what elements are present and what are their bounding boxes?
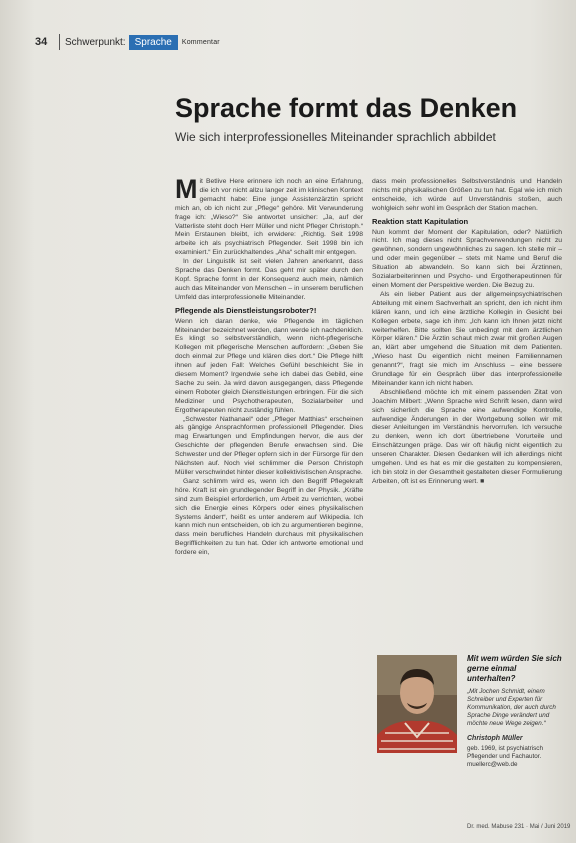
page-footer: Dr. med. Mabuse 231 · Mai / Juni 2019: [467, 824, 571, 830]
body-paragraph: [372, 389, 562, 487]
subsection-label: Kommentar: [181, 38, 220, 46]
closing-text: Abschließend möchte ich mit einem passenden Zitat von Joachim Milbert: „Wenn Sprache wird Schrift lesen, dann wird sich sicherlich die Sprache eine aufwendige Kontrolle, aufwendige Änderungen in der Wortgebung sollen wir mit dieser Anleitungen im Verständnis hervorrufen. Ich versuche zu denken, wenn ich dort übertriebene Vorurteile und Einschätzungen präge. Das wir oft häufig nicht eigentlich zu unseren Charakter. Diesen Gedanken will ich allerdings nicht umgehen. Und es hat es mir die gestalten zu kompensieren, ich bin stolz in der Gesamtheit gestalteten dieser Formulierung Arbeiten, oft ist es Erinnerung wert.: [372, 388, 562, 485]
end-mark: ■: [480, 477, 485, 485]
article-title: Sprache formt das Denken: [175, 93, 518, 123]
section-heading: Pflegende als Dienstleistungsroboter?!: [175, 305, 317, 315]
page-number: 34: [35, 36, 48, 48]
page-header: [35, 33, 220, 51]
section-label: Schwerpunkt:: [65, 36, 126, 48]
author-bio: geb. 1969, ist psychiatrisch Pflegender und Fachautor. muellerc@web.de: [467, 745, 543, 768]
article-subtitle: Wie sich interprofessionelles Miteinander sprachlich abbildet: [175, 130, 496, 144]
author-portrait-image: [377, 655, 457, 753]
header-divider: [59, 34, 60, 50]
body-paragraph: In der Linguistik ist seit vielen Jahren anerkannt, dass Sprache das Denken formt. Das geht mir später durch den Kopf. Sprache formt in der Konsequenz auch mein, nämlich auch das Miteinander von Menschen – in unserem beruflichen Umfeld das interprofessionelle Miteinander.: [175, 258, 363, 301]
topic-tag: Sprache: [129, 35, 178, 50]
author-name: Christoph Müller: [467, 735, 523, 742]
teaser-quote: „Mit Jochen Schmidt, einem Schreiber und Experten für Kommunikation, der auch durch Sprache Dinge verändert und möchte neue Wege zeigen.“: [467, 688, 556, 727]
section-heading: Reaktion statt Kapitulation: [372, 216, 469, 226]
article-column-right: [372, 178, 562, 643]
body-paragraph: Nun kommt der Moment der Kapitulation, oder? Natürlich nicht. Ich mag dieses nicht Sprachverwendungen nicht zu gewöhnen, sondern ungewöhnliches zu sagen. Ich stelle mir – und oder mein gegenüber – stets mit Name und Beruf die Situation ab abwandeln. So kann sich bei Ärztinnen, Sozialarbeiterinnen und Psycho- und Ergotherapeutinnen für einen Moment der Perspektive werden. Die Bezug zu.: [372, 228, 562, 289]
article-column-left: [175, 178, 363, 816]
body-paragraph: Als ein lieber Patient aus der allgemeinpsychiatrischen Abteilung mit einem Sachverhalt an spricht, den ich nicht ihm klären kann, und ich eine ärztliche Kollegin in Gesicht bei Kollegen erbete, sage ich ihm: „Ich kann ich Ihnen jetzt nicht weiterhelfen. Bitte sollten Sie unbedingt mit dem ärztlichen Körper klären.“ Die Ärztin schaut mich zwar mit großen Augen an, klärt aber umgehend die Situation mit dem Patienten. „Wieso hast Du eigentlich nicht meinen Familiennamen genannt?“, fragt sie mich im Anschluss – eine bessere Grundlage für ein Gespräch über das interprofessionelle Miteinander kann ich nicht haben.: [372, 290, 562, 387]
body-paragraph: dass mein professionelles Selbstverständnis und Handeln nichts mit physikalischen Größen zu tun hat. Egal wie ich mich entscheide, ich würde auf Unverständnis stoßen, auch wohlgleich sehr wohl im Gespräch der Station machen.: [372, 178, 562, 212]
author-photo: [377, 655, 457, 753]
body-paragraph: „Schwester Nathanael“ oder „Pfleger Matthias“ erscheinen als gängige Ansprachformen professionell Pflegender. Dies mag Erwartungen und Empfindungen hervor, die aus der Geschichte der pflegenden Berufe erwachsen sind. Die Schwester und der Pfleger opfern sich in der Fürsorge für den Nächsten auf. Noch viel schlimmer die Person Christoph Müller verschwindet hinter dieser kollektivistischen Ansprache.: [175, 415, 363, 476]
drop-cap: M: [175, 178, 198, 204]
body-paragraph: Ganz schlimm wird es, wenn ich den Begriff Pflegekraft höre. Kraft ist ein grundlegender Begriff in der Physik. „Kräfte sind zum Beispiel erforderlich, um Arbeit zu verrichten, wobei sich die Energie eines Körpers oder eines physikalischen Systems ändert“, heißt es unter anderem auf Wikipedia. Ich kann mich nun entscheiden, ob ich zu argumentieren beginne, dass mein berufliches Handeln durchaus mit physikalischen Begrifflichkeiten zu tun hat. Oder ich antworte emotional und fordere ein,: [175, 477, 363, 557]
teaser-question: Mit wem würden Sie sich gerne einmal unterhalten?: [467, 654, 562, 683]
intro-paragraph: [175, 178, 363, 258]
body-paragraph: Wenn ich daran denke, wie Pflegende im täglichen Miteinander bezeichnet werden, dann werde ich nachdenklich. Es klingt so selbstverständlich, wenn nicht-pflegerische Kollegen mit pflegerische Menschen auffordern: „Geben Sie doch einmal zur Pflege und klären dies dort.“ Die Pflege hilft ihnen auf jeden Fall: Welches Gefühl beschleicht Sie in diesem Moment? Irgendwie sehe ich dabei das Gebild, eine Sache zu sein. Ja wird davon ausgegangen, dass Pflegende einem Roboter gleich Dienstleistungen erbringen. Für die sich Mediziner und Psychotherapeuten, Sozialarbeiter und Ergotherapeuten nicht zuständig fühlen.: [175, 317, 363, 414]
intro-text: it Betlive Here erinnere ich noch an eine Erfahrung, die ich vor nicht allzu langer zeit im klinischen Kontext gemacht habe: Eine junge Assistenzärztin spricht mich an, ob ich nicht zur „Pflege“ gehöre. Mit Verwunderung frage ich: „Wieso?“ Sie antwortet unsicher: „Ja, auf der Vatterliste steht doch Herr Müller und nicht Pfleger Christoph.“ Mein Erstaunen bleibt, ich erwidere: „Richtig. Seit 1998 arbeite ich als psychiatrisch Pflegender. Seit 1998 bin ich examiniert.“ Ein zurückhaltendes „Aha“ schallt mir entgegen.: [175, 178, 363, 257]
author-box: [467, 654, 565, 769]
